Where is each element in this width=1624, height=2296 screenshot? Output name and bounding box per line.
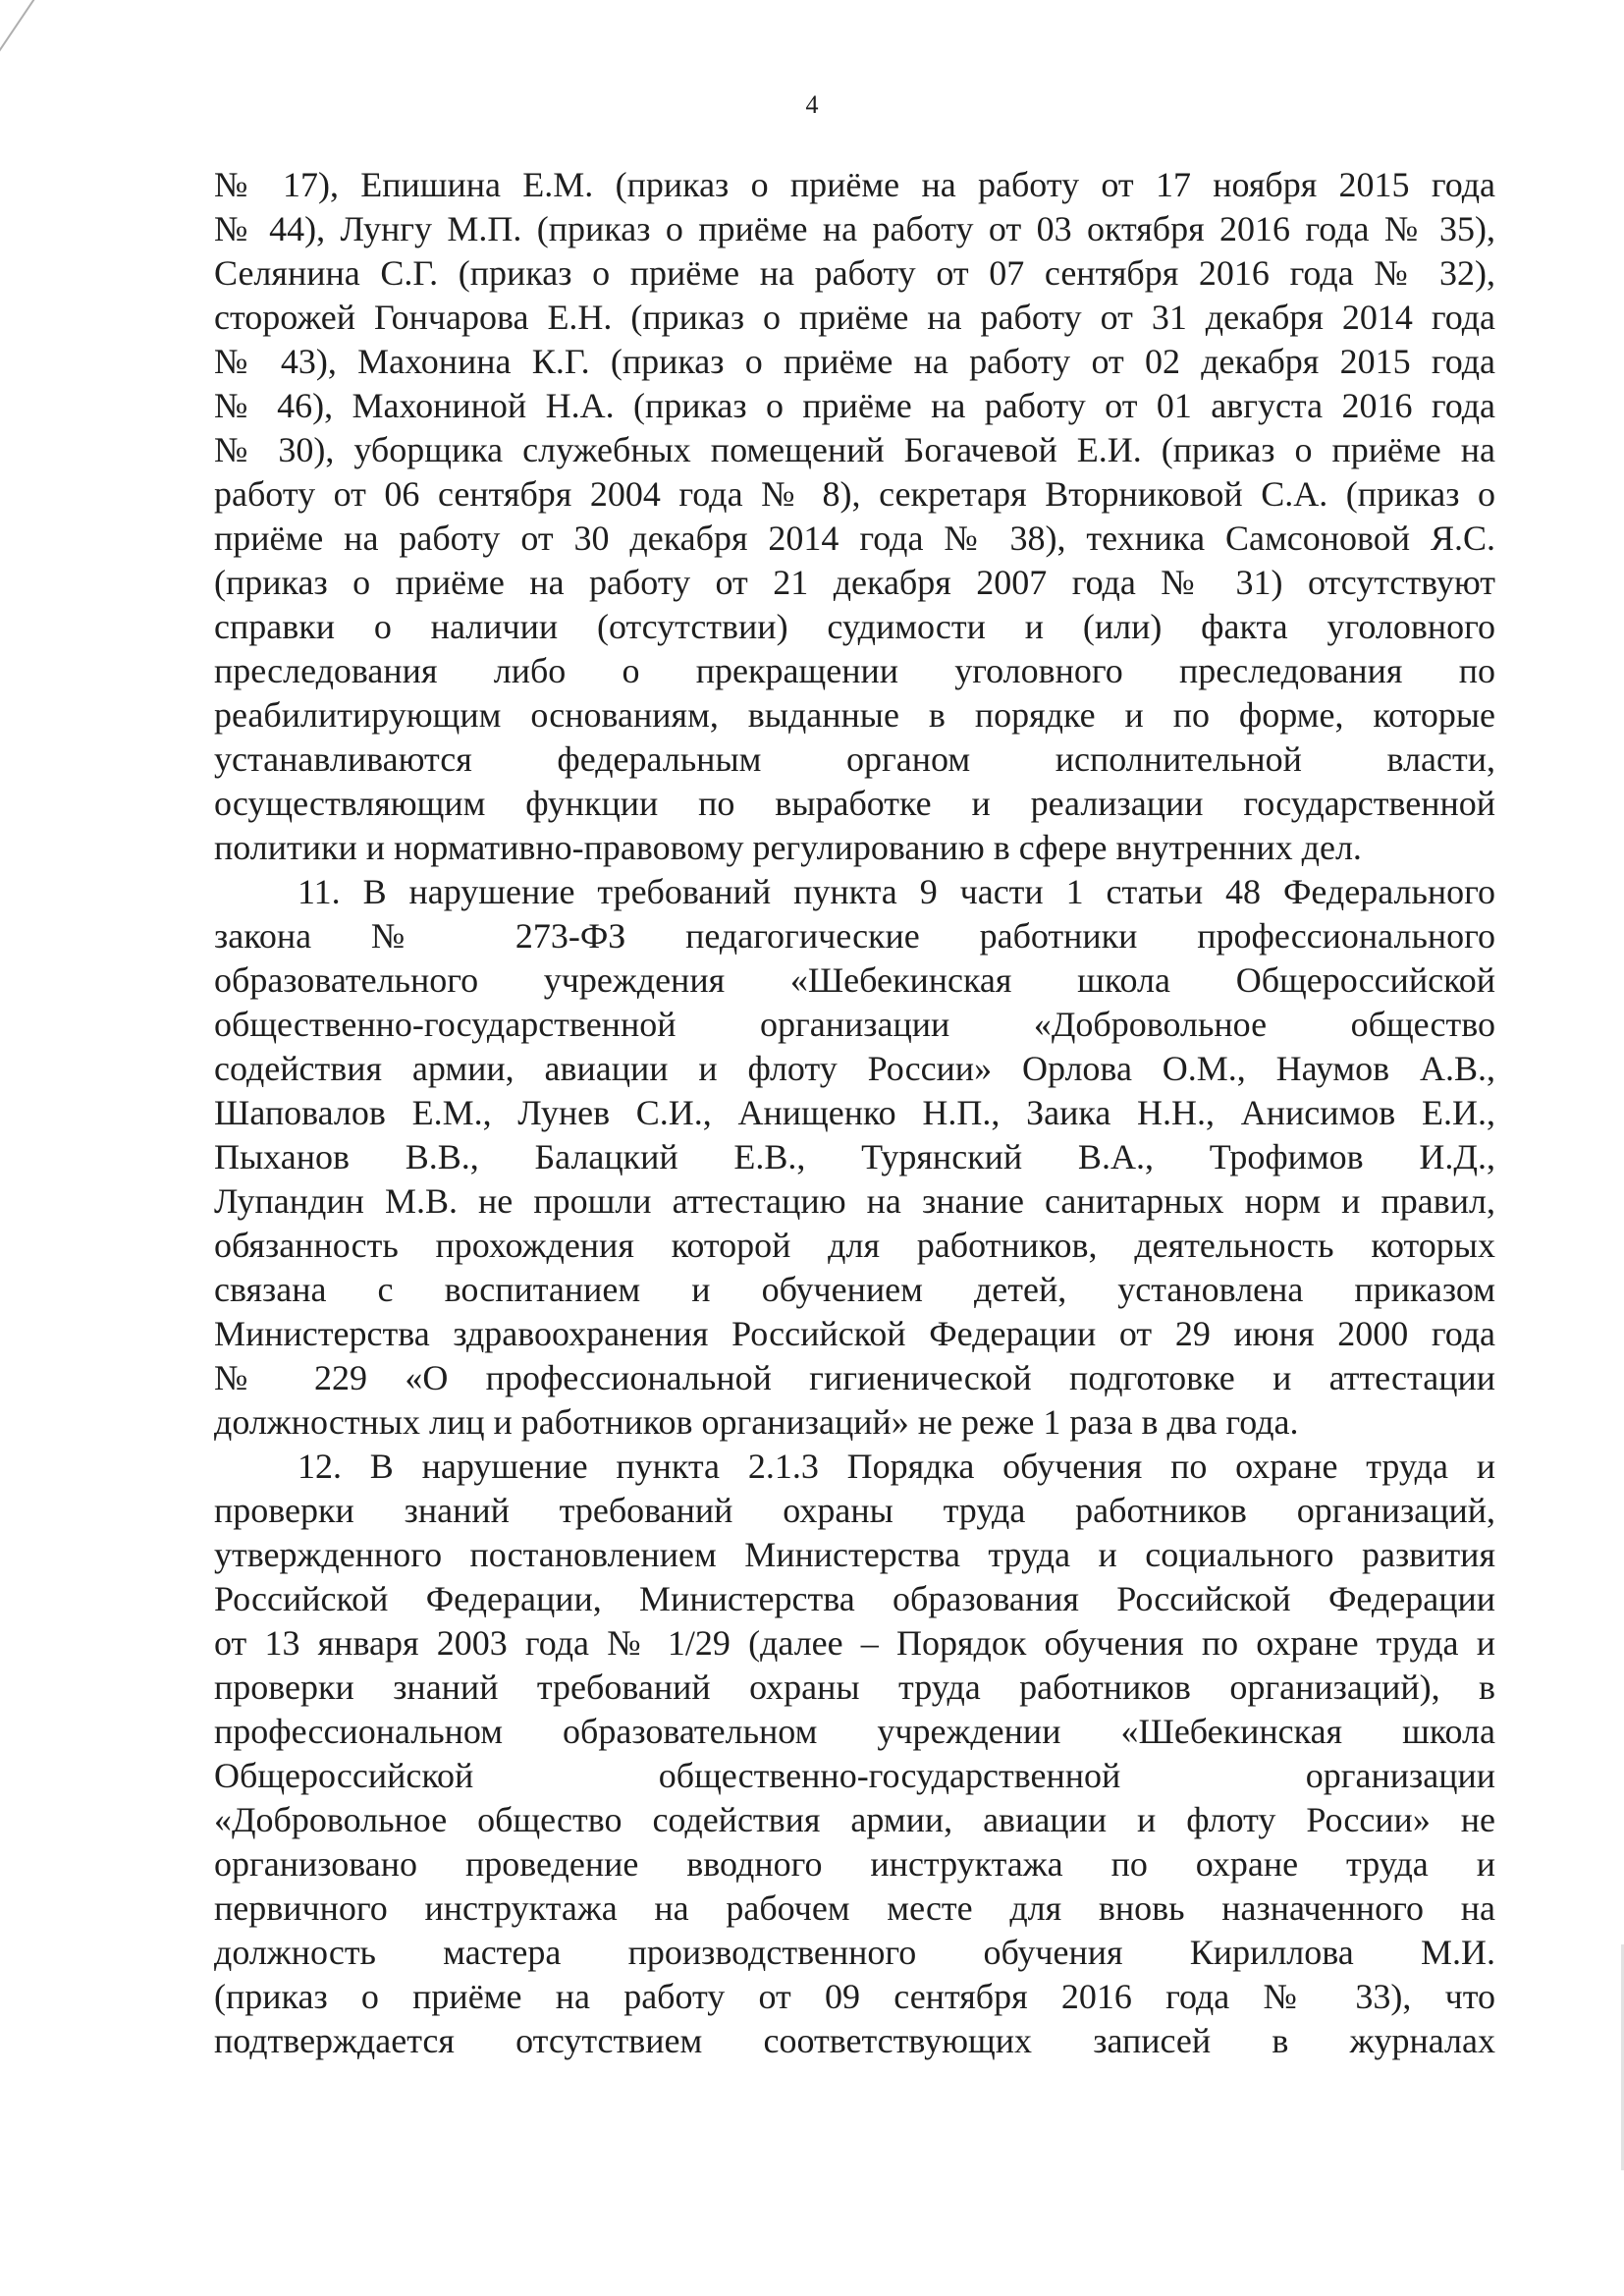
text-line: проверки знаний требований охраны труда работников организаций), в [214,1667,1495,1707]
paragraph-item-11 [214,1003,1495,1047]
text-line: 12. В нарушение пункта 2.1.3 Порядка обучения по охране труда и [298,1447,1495,1486]
text-line: «Добровольное общество содействия армии, авиации и флоту России» не [214,1800,1495,1839]
text-line: политики и нормативно-правовому регулированию в сфере внутренних дел. [214,828,1362,867]
text-line: № 46), Махониной Н.А. (приказ о приёме на работу от 01 августа 2016 года [214,386,1495,425]
paragraph-item-12 [214,1886,1495,1931]
paragraph-item-12 [214,1931,1495,1975]
document-body [214,163,1495,2063]
paragraph-item-12 [214,1842,1495,1886]
text-line: связана с воспитанием и обучением детей, установлена приказом [214,1270,1495,1309]
paragraph-continuation [214,517,1495,561]
paragraph-item-12 [214,1445,1495,1489]
paragraph-item-12 [214,2019,1495,2063]
text-line: должность мастера производственного обучения Кириллова М.И. [214,1933,1495,1972]
paragraph-item-11 [214,1400,1495,1445]
paragraph-continuation [214,826,1495,870]
text-line: справки о наличии (отсутствии) судимости и (или) факта уголовного [214,607,1495,646]
paragraph-continuation [214,207,1495,251]
paragraph-item-12 [214,1489,1495,1533]
text-line: утвержденного постановлением Министерства труда и социального развития [214,1535,1495,1574]
text-line: приёме на работу от 30 декабря 2014 года № 38), техника Самсоновой Я.С. [214,519,1495,558]
text-line: Российской Федерации, Министерства образования Российской Федерации [214,1579,1495,1618]
text-line: преследования либо о прекращении уголовного преследования по [214,651,1495,690]
paragraph-item-11 [214,1179,1495,1224]
text-line: Общероссийской общественно-государственной организации [214,1756,1495,1795]
paragraph-item-11 [214,1312,1495,1356]
text-line: организовано проведение вводного инструктажа по охране труда и [214,1844,1495,1884]
text-line: Шаповалов Е.М., Лунев С.И., Анищенко Н.П., Заика Н.Н., Анисимов Е.И., [214,1093,1495,1132]
text-line: Селянина С.Г. (приказ о приёме на работу от 07 сентября 2016 года № 32), [214,253,1495,293]
paragraph-item-12 [214,1666,1495,1710]
text-line: общественно-государственной организации «Добровольное общество [214,1005,1495,1044]
scan-edge-mark [0,0,61,149]
text-line: содействия армии, авиации и флоту России» Орлова О.М., Наумов А.В., [214,1049,1495,1088]
paragraph-continuation [214,163,1495,207]
paragraph-item-11 [214,1268,1495,1312]
paragraph-item-12 [214,1577,1495,1621]
text-line: образовательного учреждения «Шебекинская школа Общероссийской [214,960,1495,1000]
paragraph-item-11 [214,958,1495,1003]
paragraph-item-12 [214,1533,1495,1577]
text-line: проверки знаний требований охраны труда работников организаций, [214,1491,1495,1530]
paragraph-item-12 [214,1710,1495,1754]
text-line: (приказ о приёме на работу от 09 сентября 2016 года № 33), что [214,1977,1495,2016]
text-line: № 30), уборщика служебных помещений Богачевой Е.И. (приказ о приёме на [214,430,1495,469]
paragraph-item-11 [214,1356,1495,1400]
paragraph-item-12 [214,1754,1495,1798]
paragraph-continuation [214,296,1495,340]
text-line: осуществляющим функции по выработке и реализации государственной [214,784,1495,823]
text-line: подтверждается отсутствием соответствующих записей в журналах [214,2021,1495,2060]
paragraph-continuation [214,738,1495,782]
paragraph-item-11 [214,1135,1495,1179]
text-line: № 229 «О профессиональной гигиенической подготовке и аттестации [214,1358,1495,1397]
text-line: работу от 06 сентября 2004 года № 8), секретаря Вторниковой С.А. (приказ о [214,474,1495,514]
paragraph-continuation [214,340,1495,384]
paragraph-item-11 [214,1224,1495,1268]
page-number: 4 [805,90,819,119]
paragraph-item-11 [214,1091,1495,1135]
text-line: Пыханов В.В., Балацкий Е.В., Турянский В.А., Трофимов И.Д., [214,1137,1495,1176]
text-line: закона № 273-ФЗ педагогические работники профессионального [214,916,1495,956]
paragraph-continuation [214,649,1495,693]
text-line: должностных лиц и работников организаций» не реже 1 раза в два года. [214,1402,1299,1442]
paragraph-item-11 [214,1047,1495,1091]
text-line: Лупандин М.В. не прошли аттестацию на знание санитарных норм и правил, [214,1181,1495,1221]
text-line: реабилитирующим основаниям, выданные в порядке и по форме, которые [214,695,1495,735]
text-line: № 44), Лунгу М.П. (приказ о приёме на работу от 03 октября 2016 года № 35), [214,209,1495,248]
paragraph-item-12 [214,1621,1495,1666]
paragraph-item-11 [214,870,1495,914]
text-line: № 43), Махонина К.Г. (приказ о приёме на работу от 02 декабря 2015 года [214,342,1495,381]
text-line: 11. В нарушение требований пункта 9 части 1 статьи 48 Федерального [298,872,1495,911]
paragraph-item-12 [214,1798,1495,1842]
text-line: профессиональном образовательном учреждении «Шебекинская школа [214,1712,1495,1751]
text-line: устанавливаются федеральным органом исполнительной власти, [214,739,1495,779]
paragraph-continuation [214,472,1495,517]
text-line: обязанность прохождения которой для работников, деятельность которых [214,1226,1495,1265]
paragraph-item-12 [214,1975,1495,2019]
paragraph-continuation [214,428,1495,472]
text-line: (приказ о приёме на работу от 21 декабря 2007 года № 31) отсутствуют [214,563,1495,602]
paragraph-continuation [214,693,1495,738]
paragraph-continuation [214,605,1495,649]
text-line: первичного инструктажа на рабочем месте для вновь назначенного на [214,1888,1495,1928]
text-line: Министерства здравоохранения Российской Федерации от 29 июня 2000 года [214,1314,1495,1353]
text-line: от 13 января 2003 года № 1/29 (далее – Порядок обучения по охране труда и [214,1623,1495,1663]
text-line: сторожей Гончарова Е.Н. (приказ о приёме на работу от 31 декабря 2014 года [214,298,1495,337]
paragraph-continuation [214,561,1495,605]
paragraph-continuation [214,251,1495,296]
paragraph-item-11 [214,914,1495,958]
text-line: № 17), Епишина Е.М. (приказ о приёме на работу от 17 ноября 2015 года [214,165,1495,204]
paragraph-continuation [214,384,1495,428]
paragraph-continuation [214,782,1495,826]
